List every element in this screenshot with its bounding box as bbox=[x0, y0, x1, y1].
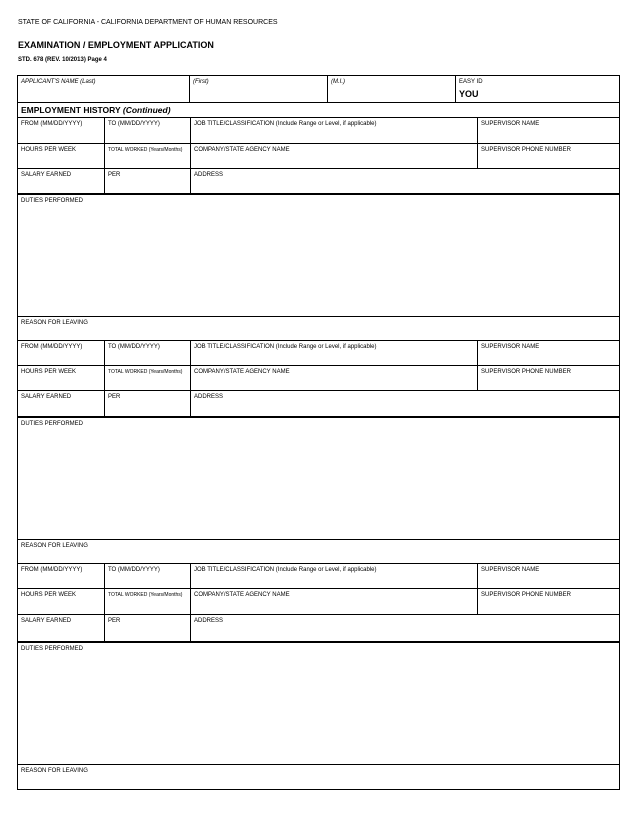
salary-label: SALARY EARNED bbox=[21, 394, 72, 400]
last-name-field[interactable] bbox=[18, 76, 190, 102]
employment-2-to-field[interactable] bbox=[105, 341, 191, 365]
job-title-label: JOB TITLE/CLASSIFICATION (Include Range or Level, if applicable) bbox=[194, 567, 377, 573]
company-label: COMPANY/STATE AGENCY NAME bbox=[194, 592, 290, 598]
employment-3-row-2 bbox=[18, 588, 619, 614]
employment-2-duties-field[interactable] bbox=[18, 416, 619, 539]
company-label: COMPANY/STATE AGENCY NAME bbox=[194, 147, 290, 153]
reason-label: REASON FOR LEAVING bbox=[21, 320, 88, 326]
employment-1-reason-field[interactable] bbox=[18, 316, 619, 340]
to-label: TO (MM/DD/YYYY) bbox=[108, 344, 160, 350]
employment-3-to-field[interactable] bbox=[105, 564, 191, 588]
form-title: EXAMINATION / EMPLOYMENT APPLICATION bbox=[18, 40, 214, 50]
employment-1-row-3 bbox=[18, 168, 619, 193]
duties-label: DUTIES PERFORMED bbox=[21, 421, 84, 427]
from-label: FROM (MM/DD/YYYY) bbox=[21, 121, 83, 127]
easy-id-label: EASY ID bbox=[459, 79, 483, 85]
reason-label: REASON FOR LEAVING bbox=[21, 543, 88, 549]
company-label: COMPANY/STATE AGENCY NAME bbox=[194, 369, 290, 375]
first-name-label: (First) bbox=[193, 79, 209, 85]
employment-2-supervisor-name-field[interactable] bbox=[478, 341, 619, 365]
employment-2-row-3 bbox=[18, 390, 619, 416]
reason-label: REASON FOR LEAVING bbox=[21, 768, 88, 774]
employment-1-job-title-field[interactable] bbox=[191, 118, 478, 143]
supervisor-phone-label: SUPERVISOR PHONE NUMBER bbox=[481, 592, 571, 598]
employment-3-duties-field[interactable] bbox=[18, 641, 619, 764]
section-title-text: EMPLOYMENT HISTORY bbox=[21, 105, 121, 115]
employment-1-company-field[interactable] bbox=[191, 144, 478, 168]
employment-2-row-2 bbox=[18, 365, 619, 390]
total-worked-label: TOTAL WORKED (Years/Months) bbox=[108, 147, 183, 153]
hours-label: HOURS PER WEEK bbox=[21, 369, 77, 375]
employment-1-duties-field[interactable] bbox=[18, 193, 619, 316]
employment-3-address-field[interactable] bbox=[191, 615, 619, 641]
employment-1-salary-field[interactable] bbox=[18, 169, 105, 193]
easy-id-value: YOU bbox=[459, 89, 479, 99]
total-worked-label: TOTAL WORKED (Years/Months) bbox=[108, 369, 183, 375]
from-label: FROM (MM/DD/YYYY) bbox=[21, 567, 83, 573]
employment-2-supervisor-phone-field[interactable] bbox=[478, 366, 619, 390]
employment-1-address-field[interactable] bbox=[191, 169, 619, 193]
employment-2-company-field[interactable] bbox=[191, 366, 478, 390]
per-label: PER bbox=[108, 172, 121, 178]
first-name-field[interactable] bbox=[190, 76, 328, 102]
employment-1-supervisor-name-field[interactable] bbox=[478, 118, 619, 143]
salary-label: SALARY EARNED bbox=[21, 618, 72, 624]
employment-2-total-worked-field[interactable] bbox=[105, 366, 191, 390]
employment-3-job-title-field[interactable] bbox=[191, 564, 478, 588]
employment-1-hours-field[interactable] bbox=[18, 144, 105, 168]
middle-initial-label: (M.I.) bbox=[331, 79, 345, 85]
supervisor-name-label: SUPERVISOR NAME bbox=[481, 344, 540, 350]
job-title-label: JOB TITLE/CLASSIFICATION (Include Range or Level, if applicable) bbox=[194, 344, 377, 350]
supervisor-name-label: SUPERVISOR NAME bbox=[481, 121, 540, 127]
employment-2-hours-field[interactable] bbox=[18, 366, 105, 390]
middle-initial-field[interactable] bbox=[328, 76, 456, 102]
employment-2-row-1 bbox=[18, 340, 619, 365]
duties-label: DUTIES PERFORMED bbox=[21, 646, 84, 652]
employment-2-job-title-field[interactable] bbox=[191, 341, 478, 365]
address-label: ADDRESS bbox=[194, 394, 224, 400]
form-id: STD. 678 (REV. 10/2013) Page 4 bbox=[18, 57, 107, 63]
employment-3-supervisor-phone-field[interactable] bbox=[478, 589, 619, 614]
employment-1-from-field[interactable] bbox=[18, 118, 105, 143]
employment-3-total-worked-field[interactable] bbox=[105, 589, 191, 614]
employment-1-row-1 bbox=[18, 117, 619, 143]
employment-3-row-1 bbox=[18, 563, 619, 588]
job-title-label: JOB TITLE/CLASSIFICATION (Include Range or Level, if applicable) bbox=[194, 121, 377, 127]
section-title bbox=[18, 102, 619, 117]
per-label: PER bbox=[108, 618, 121, 624]
hours-label: HOURS PER WEEK bbox=[21, 147, 77, 153]
from-label: FROM (MM/DD/YYYY) bbox=[21, 344, 83, 350]
easy-id-field[interactable] bbox=[456, 76, 619, 102]
duties-label: DUTIES PERFORMED bbox=[21, 198, 84, 204]
agency-header: STATE OF CALIFORNIA - CALIFORNIA DEPARTMENT OF HUMAN RESOURCES bbox=[18, 19, 278, 26]
employment-3-from-field[interactable] bbox=[18, 564, 105, 588]
salary-label: SALARY EARNED bbox=[21, 172, 72, 178]
per-label: PER bbox=[108, 394, 121, 400]
employment-3-salary-field[interactable] bbox=[18, 615, 105, 641]
to-label: TO (MM/DD/YYYY) bbox=[108, 121, 160, 127]
form-frame bbox=[17, 75, 620, 790]
employment-3-row-3 bbox=[18, 614, 619, 641]
supervisor-phone-label: SUPERVISOR PHONE NUMBER bbox=[481, 147, 571, 153]
employment-1-total-worked-field[interactable] bbox=[105, 144, 191, 168]
employment-2-salary-field[interactable] bbox=[18, 391, 105, 416]
supervisor-name-label: SUPERVISOR NAME bbox=[481, 567, 540, 573]
employment-3-hours-field[interactable] bbox=[18, 589, 105, 614]
total-worked-label: TOTAL WORKED (Years/Months) bbox=[108, 592, 183, 598]
employment-2-address-field[interactable] bbox=[191, 391, 619, 416]
employment-3-supervisor-name-field[interactable] bbox=[478, 564, 619, 588]
employment-1-row-2 bbox=[18, 143, 619, 168]
supervisor-phone-label: SUPERVISOR PHONE NUMBER bbox=[481, 369, 571, 375]
employment-2-per-field[interactable] bbox=[105, 391, 191, 416]
employment-3-company-field[interactable] bbox=[191, 589, 478, 614]
address-label: ADDRESS bbox=[194, 618, 224, 624]
employment-1-per-field[interactable] bbox=[105, 169, 191, 193]
employment-1-to-field[interactable] bbox=[105, 118, 191, 143]
employment-2-reason-field[interactable] bbox=[18, 539, 619, 563]
last-name-label: APPLICANT'S NAME (Last) bbox=[21, 79, 96, 85]
hours-label: HOURS PER WEEK bbox=[21, 592, 77, 598]
employment-2-from-field[interactable] bbox=[18, 341, 105, 365]
applicant-name-row bbox=[18, 76, 619, 102]
address-label: ADDRESS bbox=[194, 172, 224, 178]
employment-3-per-field[interactable] bbox=[105, 615, 191, 641]
employment-1-supervisor-phone-field[interactable] bbox=[478, 144, 619, 168]
section-continued: (Continued) bbox=[122, 105, 171, 115]
employment-3-reason-field[interactable] bbox=[18, 764, 619, 789]
to-label: TO (MM/DD/YYYY) bbox=[108, 567, 160, 573]
